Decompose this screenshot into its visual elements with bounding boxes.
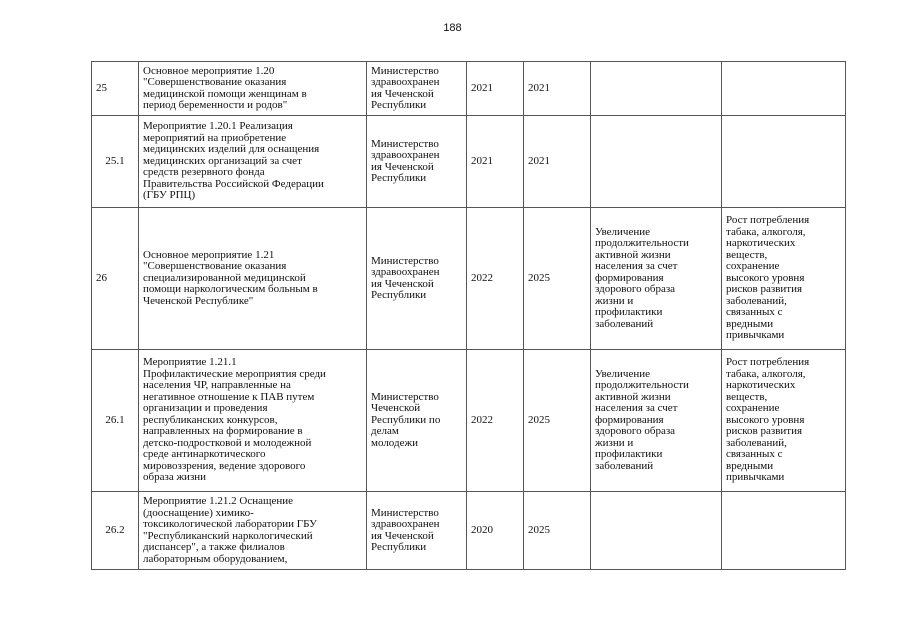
start-year: 2021 xyxy=(467,116,524,208)
row-number: 25.1 xyxy=(92,116,139,208)
expected-result xyxy=(591,62,722,116)
measure-name: Основное мероприятие 1.21 "Совершенствование оказания специализированной медицинской помощи наркологическим больным в Чеченской Республике" xyxy=(139,208,367,350)
table-row xyxy=(92,208,846,350)
start-year: 2022 xyxy=(467,208,524,350)
start-year: 2022 xyxy=(467,350,524,492)
expected-result: Увеличение продолжительности активной жизни населения за счет формирования здорового образа жизни и профилактики заболеваний xyxy=(591,208,722,350)
executor: Министерство здравоохранен ия Чеченской Республики xyxy=(367,62,467,116)
measure-name: Основное мероприятие 1.20 "Совершенствование оказания медицинской помощи женщинам в период беременности и родов" xyxy=(139,62,367,116)
end-year: 2025 xyxy=(524,208,591,350)
risk-consequences xyxy=(722,62,846,116)
table-row xyxy=(92,62,846,116)
risk-consequences: Рост потребления табака, алкоголя, наркотических веществ, сохранение высокого уровня рисков развития заболеваний, связанных с вредными привычками xyxy=(722,208,846,350)
risk-consequences: Рост потребления табака, алкоголя, наркотических веществ, сохранение высокого уровня рисков развития заболеваний, связанных с вредными привычками xyxy=(722,350,846,492)
end-year: 2025 xyxy=(524,492,591,570)
executor: Министерство Чеченской Республики по делам молодежи xyxy=(367,350,467,492)
table-row xyxy=(92,116,846,208)
table-row xyxy=(92,492,846,570)
start-year: 2020 xyxy=(467,492,524,570)
end-year: 2021 xyxy=(524,116,591,208)
executor: Министерство здравоохранен ия Чеченской Республики xyxy=(367,116,467,208)
row-number: 25 xyxy=(92,62,139,116)
risk-consequences xyxy=(722,116,846,208)
executor: Министерство здравоохранен ия Чеченской Республики xyxy=(367,492,467,570)
risk-consequences xyxy=(722,492,846,570)
expected-result: Увеличение продолжительности активной жизни населения за счет формирования здорового образа жизни и профилактики заболеваний xyxy=(591,350,722,492)
page-number: 188 xyxy=(443,22,462,34)
row-number: 26.2 xyxy=(92,492,139,570)
measure-name: Мероприятие 1.21.1 Профилактические мероприятия среди населения ЧР, направленные на негативное отношение к ПАВ путем организации и проведения республиканских конкурсов, направленных на формирование в детско-подростковой и молодежной среде антинаркотического мировоззрения, ведение здорового образа жизни xyxy=(139,350,367,492)
end-year: 2021 xyxy=(524,62,591,116)
executor: Министерство здравоохранен ия Чеченской Республики xyxy=(367,208,467,350)
measure-name: Мероприятие 1.20.1 Реализация мероприятий на приобретение медицинских изделий для оснащения медицинских организаций за счет средств резервного фонда Правительства Российской Федерации (ГБУ РПЦ) xyxy=(139,116,367,208)
end-year: 2025 xyxy=(524,350,591,492)
row-number: 26.1 xyxy=(92,350,139,492)
expected-result xyxy=(591,116,722,208)
program-measures-table xyxy=(91,61,846,570)
measure-name: Мероприятие 1.21.2 Оснащение (дооснащение) химико- токсикологической лаборатории ГБУ "Республиканский наркологический диспансер", а также филиалов лабораторным оборудованием, xyxy=(139,492,367,570)
row-number: 26 xyxy=(92,208,139,350)
start-year: 2021 xyxy=(467,62,524,116)
table-row xyxy=(92,350,846,492)
expected-result xyxy=(591,492,722,570)
